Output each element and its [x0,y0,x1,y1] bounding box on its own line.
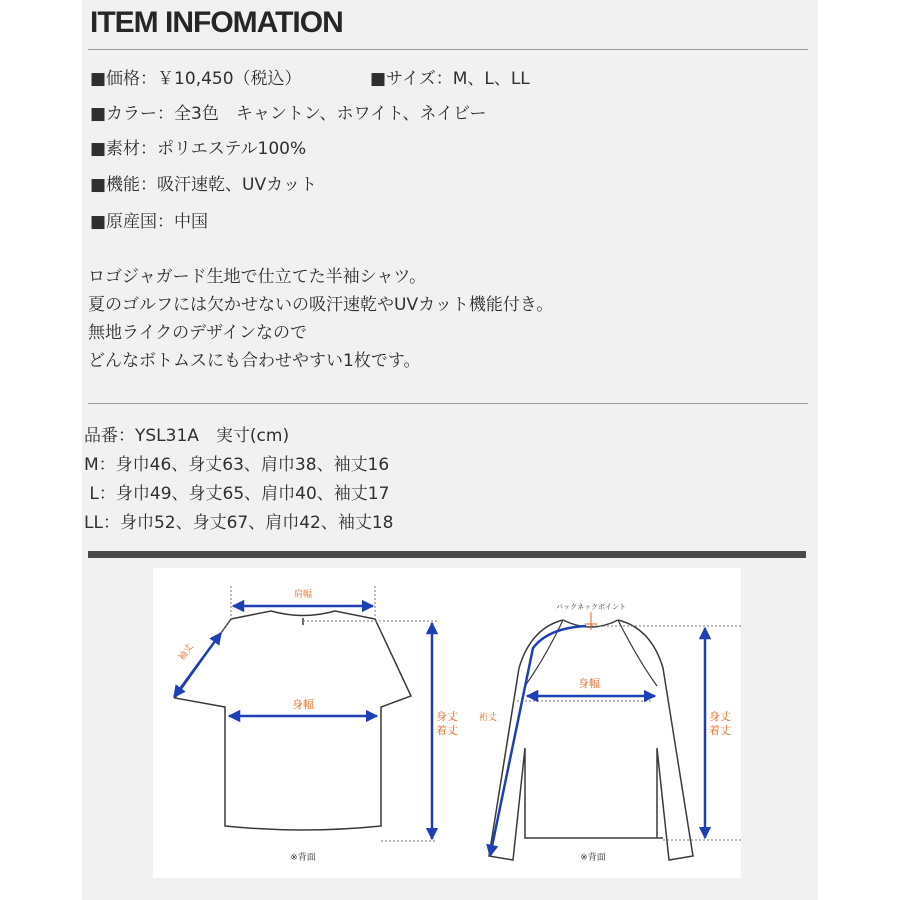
dimensions-row-l: L：身巾49、身丈65、肩巾40、袖丈17 [84,484,390,504]
title-divider [88,49,808,50]
raglan-body-length-label: 身丈 [709,710,731,723]
sleeve-label: 袖丈 [177,642,196,663]
dimensions-header: 品番：YSL31A 実寸(cm) [84,426,290,446]
spec-function: ■機能：吸汗速乾、UVカット [90,175,317,195]
description-line: ロゴジャガード生地で仕立てた半袖シャツ。 [88,267,427,287]
size-diagram [153,568,741,878]
raglan-sleeve-label: 裄丈 [479,713,498,723]
spec-color: ■カラー：全3色 キャントン、ホワイト、ネイビー [90,104,487,124]
description-line: 無地ライクのデザインなので [88,323,307,343]
raglan-outline-right [618,620,693,860]
raglan-back-note: ※背面 [580,853,606,863]
right-margin [818,0,900,900]
raglan-body-length-label-alt: 着丈 [709,724,731,737]
back-note: ※背面 [290,853,316,863]
page-title: ITEM INFOMATION [90,6,343,39]
body-width-label: 身幅 [292,698,314,711]
spec-origin: ■原産国：中国 [90,212,209,232]
shoulder-label: 肩幅 [293,590,313,600]
dimensions-divider [88,403,808,404]
left-margin [0,0,82,900]
dimensions-row-m: M：身巾46、身丈63、肩巾38、袖丈16 [84,455,390,475]
spec-size: ■サイズ：M、L、LL [370,69,530,89]
raglan-diagram [479,603,741,863]
description-line: どんなボトムスにも合わせやすい1枚です。 [88,351,421,371]
back-neck-label: バックネックポイント [556,603,626,611]
body-length-label-alt: 着丈 [436,724,458,737]
body-length-label: 身丈 [436,710,458,723]
size-diagram-svg [153,568,741,878]
tshirt-outline [175,611,411,830]
spec-price: ■価格：￥10,450（税込） [90,69,302,89]
spec-material: ■素材：ポリエステル100% [90,139,307,159]
dimensions-row-ll: LL：身巾52、身丈67、肩巾42、袖丈18 [84,513,394,533]
raglan-body-width-label: 身幅 [578,677,600,690]
tshirt-diagram [174,586,458,863]
description-line: 夏のゴルフには欠かせないの吸汗速乾やUVカット機能付き。 [88,295,554,315]
raglan-seam-right [618,620,657,686]
raglan-sleeve-arrow [490,626,586,856]
section-divider [88,551,806,558]
